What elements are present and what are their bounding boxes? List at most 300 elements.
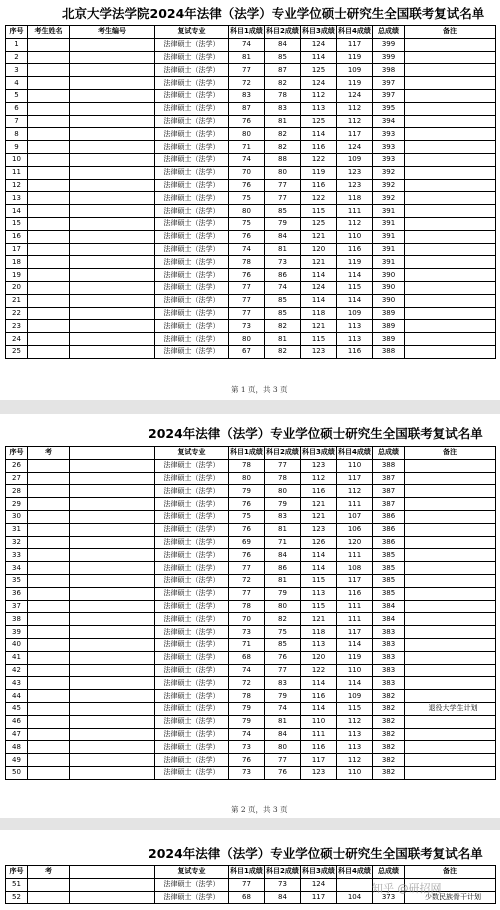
table-cell: 115 <box>301 600 337 613</box>
table-row <box>6 741 496 754</box>
table-cell: 72 <box>229 77 265 90</box>
table-cell: 46 <box>6 715 28 728</box>
table-cell <box>70 891 155 904</box>
table-cell <box>28 153 70 166</box>
table-cell <box>70 281 155 294</box>
table-cell: 76 <box>229 754 265 767</box>
table-cell <box>70 549 155 562</box>
table-cell <box>28 307 70 320</box>
table-cell: 82 <box>265 128 301 141</box>
table-cell: 125 <box>301 217 337 230</box>
table-cell: 385 <box>373 562 405 575</box>
table-cell: 法律硕士（法学） <box>155 664 229 677</box>
remark-cell <box>405 472 496 485</box>
table-cell: 385 <box>373 549 405 562</box>
table-row <box>6 638 496 651</box>
table-cell: 77 <box>229 587 265 600</box>
table-cell: 法律硕士（法学） <box>155 281 229 294</box>
table-cell: 法律硕士（法学） <box>155 600 229 613</box>
table-cell: 79 <box>265 498 301 511</box>
table-row <box>6 89 496 102</box>
table-cell: 124 <box>337 89 373 102</box>
table-cell <box>28 728 70 741</box>
table-cell: 77 <box>229 294 265 307</box>
table-cell: 法律硕士（法学） <box>155 230 229 243</box>
table-cell <box>28 345 70 358</box>
table-row <box>6 205 496 218</box>
table-cell: 法律硕士（法学） <box>155 141 229 154</box>
table-cell: 382 <box>373 766 405 779</box>
table-cell: 113 <box>337 728 373 741</box>
table-cell: 法律硕士（法学） <box>155 891 229 904</box>
table-cell: 121 <box>301 510 337 523</box>
table-cell: 74 <box>229 664 265 677</box>
table-cell: 78 <box>229 459 265 472</box>
table-row <box>6 269 496 282</box>
table-cell <box>70 574 155 587</box>
table-cell: 111 <box>337 613 373 626</box>
table-cell: 87 <box>229 102 265 115</box>
table-cell: 84 <box>265 38 301 51</box>
table-cell <box>28 891 70 904</box>
table-cell: 113 <box>301 638 337 651</box>
table-cell: 37 <box>6 600 28 613</box>
table-cell: 109 <box>337 690 373 703</box>
remark-cell <box>405 64 496 77</box>
table-cell: 382 <box>373 754 405 767</box>
table-cell <box>70 626 155 639</box>
table-cell <box>70 702 155 715</box>
table-cell: 80 <box>229 128 265 141</box>
table-cell: 112 <box>337 102 373 115</box>
column-header: 总成绩 <box>373 866 405 879</box>
table-cell: 8 <box>6 128 28 141</box>
table-cell <box>70 728 155 741</box>
table-cell: 121 <box>301 256 337 269</box>
table-cell: 28 <box>6 485 28 498</box>
table-cell: 390 <box>373 294 405 307</box>
remark-cell <box>405 320 496 333</box>
table-row <box>6 102 496 115</box>
column-header: 科目3成绩 <box>301 447 337 460</box>
table-cell: 119 <box>301 166 337 179</box>
table-cell: 392 <box>373 192 405 205</box>
table-cell: 34 <box>6 562 28 575</box>
table-cell: 法律硕士（法学） <box>155 728 229 741</box>
remark-cell <box>405 89 496 102</box>
table-cell: 78 <box>229 690 265 703</box>
remark-cell <box>405 179 496 192</box>
table-cell <box>28 294 70 307</box>
table-row <box>6 613 496 626</box>
table-row <box>6 115 496 128</box>
table-cell: 386 <box>373 536 405 549</box>
table-cell <box>70 141 155 154</box>
admission-table-page-1 <box>5 25 496 359</box>
remark-cell <box>405 498 496 511</box>
table-cell: 387 <box>373 485 405 498</box>
table-cell: 82 <box>265 345 301 358</box>
column-header: 总成绩 <box>373 447 405 460</box>
table-cell: 法律硕士（法学） <box>155 523 229 536</box>
table-cell <box>70 205 155 218</box>
remark-cell <box>405 205 496 218</box>
table-cell: 117 <box>337 38 373 51</box>
table-cell: 法律硕士（法学） <box>155 702 229 715</box>
table-cell <box>28 281 70 294</box>
table-row <box>6 141 496 154</box>
table-cell <box>28 243 70 256</box>
table-cell <box>28 626 70 639</box>
table-cell: 383 <box>373 664 405 677</box>
column-header: 科目3成绩 <box>301 866 337 879</box>
table-cell: 78 <box>229 600 265 613</box>
column-header: 科目1成绩 <box>229 26 265 39</box>
table-cell: 法律硕士（法学） <box>155 626 229 639</box>
table-row <box>6 754 496 767</box>
table-cell <box>70 77 155 90</box>
table-cell: 82 <box>265 141 301 154</box>
table-cell: 80 <box>229 333 265 346</box>
table-cell: 74 <box>229 153 265 166</box>
table-row <box>6 651 496 664</box>
table-cell: 22 <box>6 307 28 320</box>
column-header: 序号 <box>6 447 28 460</box>
remark-cell <box>405 651 496 664</box>
column-header: 序号 <box>6 26 28 39</box>
remark-cell <box>405 294 496 307</box>
table-cell: 121 <box>301 320 337 333</box>
table-cell: 法律硕士（法学） <box>155 38 229 51</box>
table-cell <box>28 562 70 575</box>
table-cell: 114 <box>337 677 373 690</box>
table-cell: 法律硕士（法学） <box>155 613 229 626</box>
remark-cell <box>405 217 496 230</box>
table-cell: 73 <box>229 626 265 639</box>
table-cell: 76 <box>229 549 265 562</box>
table-cell: 79 <box>265 587 301 600</box>
table-cell: 389 <box>373 307 405 320</box>
table-cell: 76 <box>229 269 265 282</box>
table-cell: 法律硕士（法学） <box>155 651 229 664</box>
remark-cell <box>405 153 496 166</box>
table-cell: 120 <box>301 651 337 664</box>
table-cell: 123 <box>301 459 337 472</box>
column-header: 考生编号 <box>70 26 155 39</box>
table-cell: 114 <box>301 549 337 562</box>
table-cell <box>70 638 155 651</box>
table-cell: 86 <box>265 269 301 282</box>
table-cell: 5 <box>6 89 28 102</box>
table-row <box>6 485 496 498</box>
remark-cell <box>405 166 496 179</box>
table-cell: 391 <box>373 243 405 256</box>
table-cell: 114 <box>337 294 373 307</box>
table-cell: 法律硕士（法学） <box>155 715 229 728</box>
table-row <box>6 153 496 166</box>
table-cell <box>70 664 155 677</box>
table-cell: 114 <box>301 702 337 715</box>
remark-cell <box>405 243 496 256</box>
table-cell: 114 <box>337 269 373 282</box>
remark-cell: 少数民族骨干计划 <box>405 891 496 904</box>
table-cell: 77 <box>265 192 301 205</box>
remark-cell <box>405 269 496 282</box>
remark-cell <box>405 600 496 613</box>
column-header: 科目4成绩 <box>337 26 373 39</box>
remark-cell <box>405 677 496 690</box>
table-cell: 1 <box>6 38 28 51</box>
table-row <box>6 510 496 523</box>
table-cell: 117 <box>337 472 373 485</box>
table-cell: 12 <box>6 179 28 192</box>
column-header: 考生姓名 <box>28 26 70 39</box>
table-cell: 23 <box>6 320 28 333</box>
table-cell: 法律硕士（法学） <box>155 741 229 754</box>
table-cell: 115 <box>301 205 337 218</box>
table-cell: 116 <box>301 485 337 498</box>
table-cell <box>70 472 155 485</box>
table-cell: 81 <box>265 115 301 128</box>
table-cell: 73 <box>229 766 265 779</box>
remark-cell <box>405 307 496 320</box>
table-cell <box>28 269 70 282</box>
table-row <box>6 766 496 779</box>
table-cell: 法律硕士（法学） <box>155 128 229 141</box>
admission-table-page-2 <box>5 446 496 780</box>
table-cell <box>70 613 155 626</box>
table-cell: 124 <box>301 77 337 90</box>
table-cell: 法律硕士（法学） <box>155 333 229 346</box>
table-cell: 395 <box>373 102 405 115</box>
table-cell <box>70 192 155 205</box>
table-cell <box>70 587 155 600</box>
table-cell: 78 <box>229 256 265 269</box>
table-cell: 104 <box>337 891 373 904</box>
table-cell: 391 <box>373 217 405 230</box>
table-cell: 法律硕士（法学） <box>155 166 229 179</box>
table-cell: 388 <box>373 345 405 358</box>
table-cell <box>70 294 155 307</box>
table-row <box>6 664 496 677</box>
table-cell: 110 <box>337 766 373 779</box>
table-cell: 82 <box>265 320 301 333</box>
table-row <box>6 51 496 64</box>
table-cell: 78 <box>265 472 301 485</box>
table-cell: 法律硕士（法学） <box>155 179 229 192</box>
page-1-title: 北京大学法学院2024年法律（法学）专业学位硕士研究生全国联考复试名单 <box>62 6 485 21</box>
table-cell: 84 <box>265 549 301 562</box>
table-cell: 17 <box>6 243 28 256</box>
table-cell: 27 <box>6 472 28 485</box>
table-cell: 75 <box>229 510 265 523</box>
table-cell: 法律硕士（法学） <box>155 307 229 320</box>
table-cell: 74 <box>265 281 301 294</box>
table-cell <box>337 878 373 891</box>
column-header <box>70 866 155 879</box>
table-row <box>6 690 496 703</box>
table-cell <box>70 269 155 282</box>
table-cell <box>70 179 155 192</box>
table-cell <box>70 878 155 891</box>
table-cell: 70 <box>229 166 265 179</box>
table-cell: 31 <box>6 523 28 536</box>
table-cell: 383 <box>373 677 405 690</box>
table-cell: 72 <box>229 574 265 587</box>
column-header: 总成绩 <box>373 26 405 39</box>
table-cell: 82 <box>265 77 301 90</box>
table-cell: 81 <box>265 243 301 256</box>
table-cell: 123 <box>301 523 337 536</box>
table-cell: 391 <box>373 256 405 269</box>
table-cell <box>28 878 70 891</box>
table-cell <box>70 741 155 754</box>
table-cell: 117 <box>301 891 337 904</box>
remark-cell <box>405 38 496 51</box>
table-cell: 80 <box>229 205 265 218</box>
remark-cell <box>405 459 496 472</box>
table-cell: 19 <box>6 269 28 282</box>
table-cell: 69 <box>229 536 265 549</box>
table-cell: 25 <box>6 345 28 358</box>
table-cell: 50 <box>6 766 28 779</box>
table-cell: 121 <box>301 613 337 626</box>
table-cell: 115 <box>301 574 337 587</box>
table-cell: 114 <box>301 51 337 64</box>
table-cell: 113 <box>337 741 373 754</box>
column-header: 科目2成绩 <box>265 26 301 39</box>
table-row <box>6 230 496 243</box>
table-cell: 75 <box>265 626 301 639</box>
table-cell: 33 <box>6 549 28 562</box>
table-row <box>6 574 496 587</box>
table-cell: 117 <box>301 754 337 767</box>
table-cell: 386 <box>373 523 405 536</box>
table-cell: 法律硕士（法学） <box>155 638 229 651</box>
table-cell: 84 <box>265 230 301 243</box>
table-cell: 2 <box>6 51 28 64</box>
table-cell <box>28 115 70 128</box>
table-cell: 法律硕士（法学） <box>155 562 229 575</box>
remark-cell <box>405 102 496 115</box>
table-cell <box>70 715 155 728</box>
table-cell: 111 <box>337 600 373 613</box>
table-row <box>6 472 496 485</box>
table-cell: 83 <box>265 677 301 690</box>
table-cell <box>28 600 70 613</box>
table-cell: 117 <box>337 626 373 639</box>
table-cell <box>70 510 155 523</box>
table-cell <box>70 230 155 243</box>
table-cell: 76 <box>229 115 265 128</box>
table-cell <box>28 741 70 754</box>
table-cell: 382 <box>373 715 405 728</box>
table-cell <box>70 243 155 256</box>
table-cell: 67 <box>229 345 265 358</box>
table-cell: 126 <box>301 536 337 549</box>
table-cell: 122 <box>301 664 337 677</box>
remark-cell <box>405 690 496 703</box>
table-cell: 393 <box>373 153 405 166</box>
table-cell <box>70 320 155 333</box>
table-cell: 29 <box>6 498 28 511</box>
table-cell: 109 <box>337 153 373 166</box>
table-cell: 107 <box>337 510 373 523</box>
table-cell: 法律硕士（法学） <box>155 64 229 77</box>
table-cell: 20 <box>6 281 28 294</box>
table-cell: 36 <box>6 587 28 600</box>
table-row <box>6 587 496 600</box>
table-cell: 112 <box>337 217 373 230</box>
table-cell: 116 <box>337 345 373 358</box>
table-cell <box>28 638 70 651</box>
table-cell <box>70 345 155 358</box>
table-cell: 77 <box>229 878 265 891</box>
table-cell: 116 <box>301 141 337 154</box>
remark-cell <box>405 128 496 141</box>
table-cell: 80 <box>265 485 301 498</box>
table-cell: 68 <box>229 651 265 664</box>
remark-cell <box>405 754 496 767</box>
remark-cell <box>405 626 496 639</box>
table-cell <box>28 715 70 728</box>
table-cell: 77 <box>229 281 265 294</box>
table-cell <box>28 766 70 779</box>
column-header: 复试专业 <box>155 447 229 460</box>
column-header: 考 <box>28 866 70 879</box>
table-cell: 390 <box>373 281 405 294</box>
table-cell <box>28 256 70 269</box>
table-cell <box>70 600 155 613</box>
remark-cell <box>405 523 496 536</box>
table-cell: 391 <box>373 205 405 218</box>
table-cell: 法律硕士（法学） <box>155 102 229 115</box>
table-cell: 21 <box>6 294 28 307</box>
table-cell: 15 <box>6 217 28 230</box>
column-header: 考 <box>28 447 70 460</box>
table-row <box>6 294 496 307</box>
remark-cell: 退役大学生计划 <box>405 702 496 715</box>
table-cell: 113 <box>301 102 337 115</box>
table-cell <box>28 166 70 179</box>
table-cell <box>28 613 70 626</box>
table-cell <box>70 536 155 549</box>
table-cell: 392 <box>373 179 405 192</box>
table-cell: 114 <box>301 128 337 141</box>
table-cell: 116 <box>337 587 373 600</box>
remark-cell <box>405 613 496 626</box>
table-cell: 382 <box>373 728 405 741</box>
table-cell: 76 <box>229 179 265 192</box>
table-cell: 法律硕士（法学） <box>155 256 229 269</box>
table-cell <box>70 153 155 166</box>
table-cell <box>28 754 70 767</box>
table-cell: 70 <box>229 613 265 626</box>
table-cell: 393 <box>373 128 405 141</box>
table-cell: 法律硕士（法学） <box>155 472 229 485</box>
table-cell: 73 <box>229 320 265 333</box>
table-cell <box>28 77 70 90</box>
table-cell: 118 <box>301 626 337 639</box>
table-cell: 42 <box>6 664 28 677</box>
table-cell: 76 <box>265 766 301 779</box>
page-2-footer: 第 2 页，共 3 页 <box>231 805 288 814</box>
remark-cell <box>405 77 496 90</box>
table-cell: 法律硕士（法学） <box>155 766 229 779</box>
remark-cell <box>405 256 496 269</box>
table-cell: 18 <box>6 256 28 269</box>
table-cell: 116 <box>301 741 337 754</box>
